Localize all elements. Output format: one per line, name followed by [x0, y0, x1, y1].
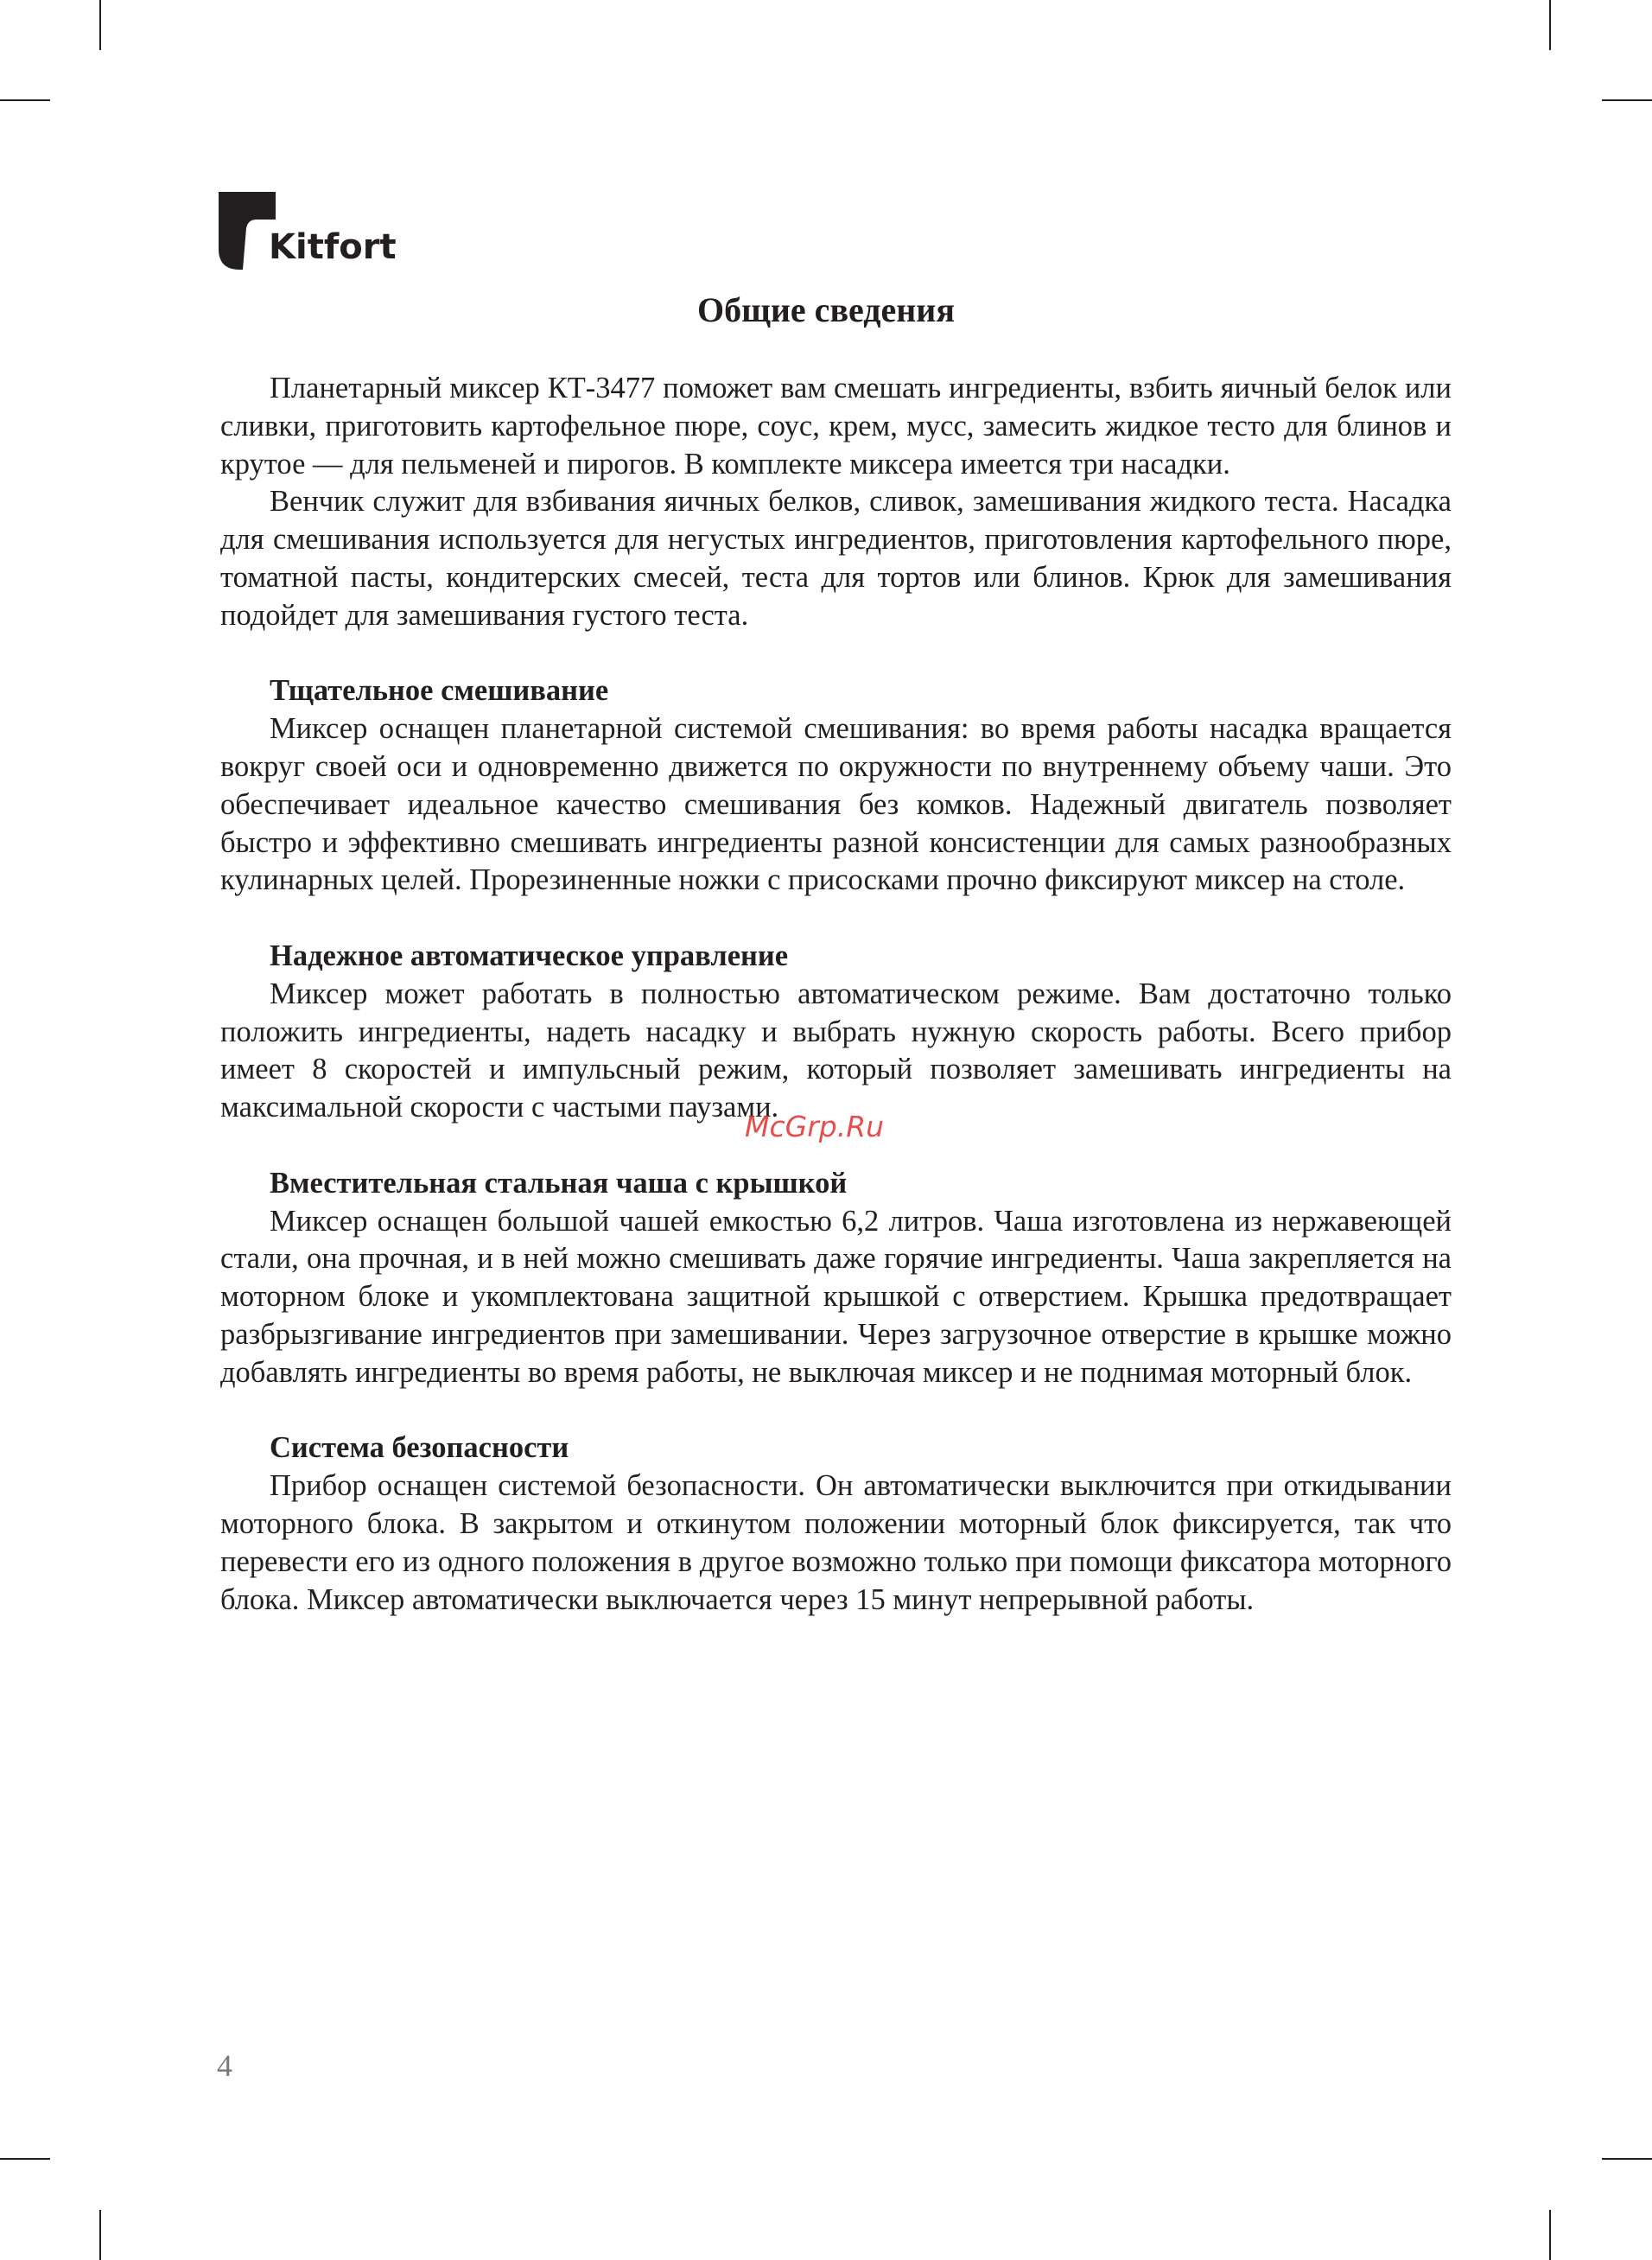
crop-mark-bottom-right-horizontal	[1602, 2158, 1652, 2160]
intro-paragraph-2: Венчик служит для взбивания яичных белков, сливок, замешивания жидкого теста. Насадка для смешивания используется для негустых ингредиентов, приготовления картофельного пюре, томатной пасты, кондитерских смесей, теста для тортов или блинов. Крюк для замешивания подойдет для замешивания густого теста.	[220, 485, 1452, 632]
section-text-control: Миксер может работать в полностью автоматическом режиме. Вам достаточно только положить ингредиенты, надеть насадку и выбрать нужную скорость работы. Всего прибор имеет 8 скоростей и импульсный режим, который позволяет замешивать ингредиенты на максимальной скорости с частыми паузами.	[220, 977, 1452, 1124]
kitfort-logo-icon	[219, 192, 276, 270]
watermark: McGrp.Ru	[745, 1110, 885, 1143]
crop-mark-bottom-left-horizontal	[0, 2158, 50, 2160]
section-heading-safety: Система безопасности	[270, 1431, 569, 1465]
section-heading-control: Надежное автоматическое управление	[270, 939, 789, 972]
crop-mark-bottom-left-vertical	[99, 2210, 101, 2260]
document-body	[220, 370, 1452, 1619]
crop-mark-bottom-right-vertical	[1549, 2210, 1551, 2260]
page-number: 4	[217, 2048, 232, 2083]
section-text-bowl: Миксер оснащен большой чашей емкостью 6,2 литров. Чаша изготовлена из нержавеющей стали, она прочная, и в ней можно смешивать даже горячие ингредиенты. Чаша закрепляется на моторном блоке и укомплектована защитной крышкой с отверстием. Крышка предотвращает разбрызгивание ингредиентов при замешивании. Через загрузочное отверстие в крышке можно добавлять ингредиенты во время работы, не выключая миксер и не поднимая моторный блок.	[220, 1204, 1452, 1389]
section-text-mixing: Миксер оснащен планетарной системой смешивания: во время работы насадка вращается вокруг своей оси и одновременно движется по окружности по внутреннему объему чаши. Это обеспечивает идеальное качество смешивания без комков. Надежный двигатель позволяет быстро и эффективно смешивать ингредиенты разной консистенции для самых разнообразных кулинарных целей. Прорезиненные ножки с присосками прочно фиксируют миксер на столе.	[220, 712, 1452, 897]
crop-mark-top-left-horizontal	[0, 99, 50, 101]
crop-mark-top-right-vertical	[1549, 0, 1551, 50]
brand-logo	[219, 192, 397, 270]
intro-paragraph-1: Планетарный миксер КТ-3477 поможет вам смешать ингредиенты, взбить яичный белок или сливки, приготовить картофельное пюре, соус, крем, мусс, замесить жидкое тесто для блинов и крутое — для пельменей и пирогов. В комплекте миксера имеется три насадки.	[220, 372, 1452, 481]
brand-name: Kitfort	[269, 227, 397, 267]
page-title: Общие сведения	[697, 290, 955, 329]
section-heading-mixing: Тщательное смешивание	[270, 674, 609, 708]
section-heading-bowl: Вместительная стальная чаша с крышкой	[270, 1166, 848, 1200]
crop-mark-top-left-vertical	[99, 0, 101, 50]
crop-mark-top-right-horizontal	[1602, 99, 1652, 101]
section-text-safety: Прибор оснащен системой безопасности. Он автоматически выключится при откидывании моторного блока. В закрытом и откинутом положении моторный блок фиксируется, так что перевести его из одного положения в другое возможно только при помощи фиксатора моторного блока. Миксер автоматически выключается через 15 минут непрерывной работы.	[220, 1469, 1452, 1616]
